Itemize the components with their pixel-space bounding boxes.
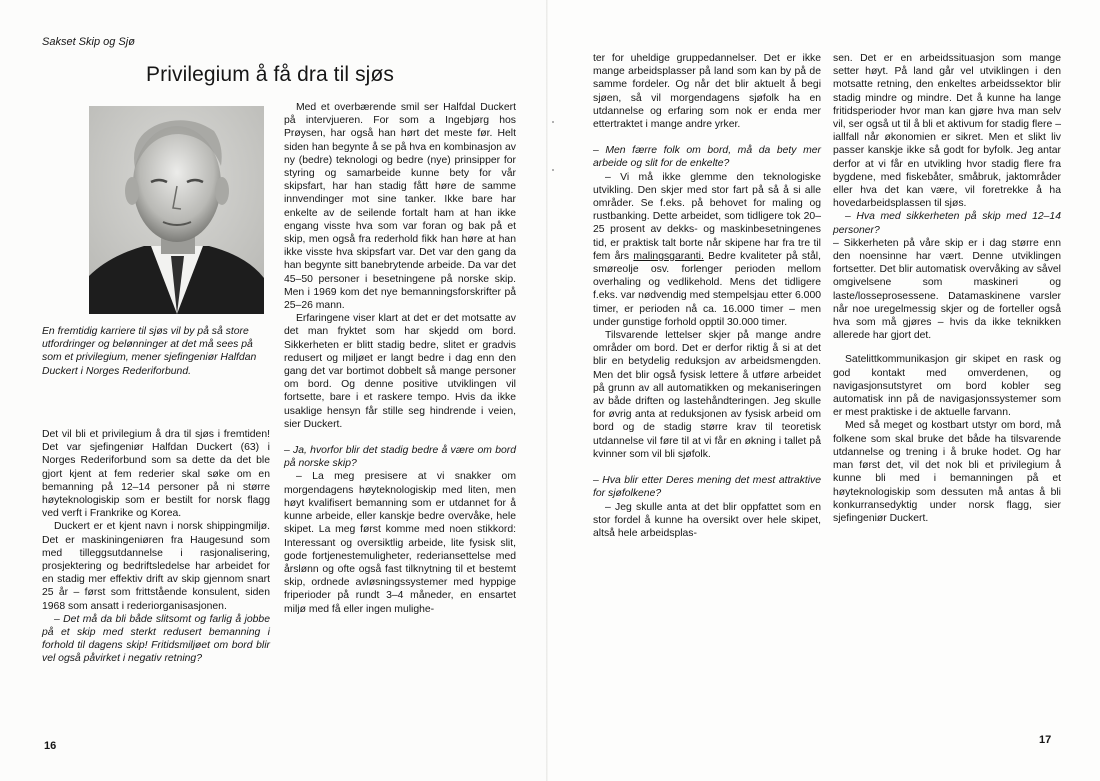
section-label: Sakset Skip og Sjø — [42, 36, 135, 48]
paragraph: Med et overbærende smil ser Halfdal Duckert på intervjueren. For som a Ingebjørg hos Prøysen, har også han hørt det meste før. Helt siden han begynte å se på hva en kombinasjon av ny (bedre) teknologi og bedre (nye) prinsipper for styring og samarbeide kunne bety for vår skipsfart, har han stadig fått høre de samme innvendinger mot sine tanker. Ikke bare har enkelte av de seilende fortalt ham at han ikke engang visste hva som var foran og bak på et skip, men også fra rederhold fikk han høre at han ikke visste hva skipsfart var. Det var den gang da han begynte sitt banebrytende arbeide. Da var det 45–50 personer i besetningene på norske skip. Men i 1969 kom det nye bemanningsforskrifter på 25–26 mann. — [284, 102, 516, 312]
paragraph: ter for uheldige gruppedannelser. Det er ikke mange arbeidsplasser på land som kan by på de samme fordeler. Og når det blir aktuelt å begi sjøen, så vil morgendagens sjøfolk ha en utdannelse og erfaring som nok er enda mer ettertraktet i mange andre yrker. — [593, 53, 821, 131]
paragraph: – La meg presisere at vi snakker om morgendagens høyteknologiskip med liten, men høyt kvalifisert bemanning som er utdannet for å kunne arbeide, eller kanskje bedre overvåke, hele skipet. La meg først komme med noen stikkord: Interessant og oversiktlig arbeide, lite fysisk slit, gode fortjenestemuligheter, rederiansettelse med årslønn og ofte også fast tilknytning til et bestemt skip, ordnede avløsningssystemer med hyppige friperioder på rundt 3–4 måneder, en ensartet miljø med få eller ingen mulighe- — [284, 471, 516, 615]
right-page — [548, 0, 1100, 781]
paragraph: Tilsvarende lettelser skjer på mange andre områder om bord. Det er derfor riktig å si at det blir en betydelig reduksjon av arbeidsmengden. Men det blir også fysisk lettere å utføre arbeidet på grunn av all automatikken og mekaniseringen av både driften og lastehåndteringen. Jeg skulle for øvrig anta at reduksjonen av fysisk arbeid om bord og de stadig større krav til teoretisk utdannelse vil føre til at vi får en økning i tallet på kvinner som vil bli sjøfolk. — [593, 330, 821, 460]
interview-question: – Hva blir etter Deres mening det mest attraktive for sjøfolkene? — [593, 475, 821, 500]
page-number-right: 17 — [1039, 734, 1052, 746]
print-speck — [552, 121, 554, 123]
photo-caption — [42, 325, 264, 378]
article-column-2 — [284, 101, 516, 616]
paragraph-part: Bedre kvaliteter på stål, smøreolje osv. forlenger perioden mellom overhaling og vedlikehold. Mens det tidligere f.eks. var nødvendig med stempelsjau etter 6.000 timer, er perioden nå ca. 16.000 timer – men under gunstige forhold opptil 30.000 timer. — [593, 250, 821, 328]
paragraph: Duckert er et kjent navn i norsk shippingmiljø. Det er maskiningeniøren fra Haugesund som med tilleggsutdannelse i rasjonalisering, prosjektering og bedriftsledelse har arbeidet for en stadig mer effektiv drift av skip gjennom snart 25 år – først som frittstående konsulent, siden 1968 som ansatt i rederiorganisasjonen. — [42, 521, 270, 612]
article-column-3 — [593, 52, 821, 540]
underlined-term: malingsgaranti. — [633, 250, 704, 262]
article-column-1 — [42, 428, 270, 666]
print-speck — [552, 169, 554, 171]
caption-text: En fremtidig karriere til sjøs vil by på så store utfordringer og belønninger at det må sees på som et privilegium, mener sjefingeniør Halfdan Duckert i Norges Rederiforbund. — [42, 326, 257, 377]
article-title: Privilegium å få dra til sjøs — [146, 63, 394, 86]
paragraph: Det vil bli et privilegium å dra til sjøs i fremtiden! Det var sjefingeniør Halfdan Duckert (63) i Norges Rederiforbund som sa dette da det ble gjort kjent at fem rederier skal søke om en bemanning på 12–14 personer på ni større høyteknologiskip som er bestilt for norsk flagg ved verft i Frankrike og Korea. — [42, 429, 270, 520]
interview-question: – Ja, hvorfor blir det stadig bedre å være om bord på norske skip? — [284, 445, 516, 470]
paragraph: Med så meget og kostbart utstyr om bord, må folkene som skal bruke det både ha tilsvarende utdannelse og trening i å bruke hodet. Og har man først det, vil det nok bli et privilegium å kunne bli med i bemanningen på et høyteknologiskip som dessuten må antas å bli konkurransedyktig under norsk flagg, sier sjefingeniør Duckert. — [833, 420, 1061, 524]
paragraph: – Jeg skulle anta at det blir oppfattet som en stor fordel å kunne ha oversikt over hele skipet, altså hele arbeidsplas- — [593, 501, 821, 539]
interview-question: – Men færre folk om bord, må da bety mer arbeide og slit for de enkelte? — [593, 145, 821, 170]
paragraph: – Sikkerheten på våre skip er i dag større enn den noensinne har vært. Denne utviklingen fortsetter. Det blir automatisk overvåking av såvel omgivelsene som maskineri og laste/losseprosessene. Datamaskinene varsler når noe uregelmessig skjer og de forteller også hva som må gjøres – hvis da ikke teknikken allerede har gjort det. — [833, 237, 1061, 342]
portrait-photo — [89, 106, 264, 314]
paragraph: sen. Det er en arbeidssituasjon som mange setter høyt. På land går vel utviklingen i den motsatte retning, den enkeltes arbeidssektor blir stadig mindre og mindre. Det å kunne ha lange fritidsperioder hvor man kan gjøre hva man selv vil, ser også ut til å bli et aktivum for stadig flere – iallfall når økonomien er sikret. Men et slikt liv passer kanskje ikke så godt for byfolk. Jeg antar derfor at vi får en utvikling hvor stadig flere fra bygdene, med fiskebåter, småbruk, jaktområder eller hva det kan være, vil foretrekke å ha hovedarbeidsplassen til sjøs. — [833, 53, 1061, 210]
paragraph — [593, 171, 821, 329]
interview-question: – Hva med sikkerheten på skip med 12–14 personer? — [833, 211, 1061, 236]
left-page — [0, 0, 548, 781]
paragraph-part: – Vi må ikke glemme den teknologiske utvikling. Den skjer med stor fart på så å si alle områder. Se f.eks. på behovet for maling og rustbanking. Dette arbeidet, som tidligere tok 20–25 prosent av dekks- og maskinbesetningenes tid, er praktisk talt borte når skipene har fra tre til fem års — [593, 171, 821, 262]
page-number-left: 16 — [44, 740, 57, 752]
article-column-4 — [833, 52, 1061, 525]
interview-question: – Det må da bli både slitsomt og farlig å jobbe på et skip med sterkt redusert bemanning i forhold til dagens skip! Fritidsmiljøet om bord blir vel også påvirket i negativ retning? — [42, 613, 270, 665]
paragraph: Erfaringene viser klart at det er det motsatte av det man fryktet som har skjedd om bord. Sikkerheten er blitt stadig bedre, slitet er gradvis redusert og miljøet er langt bedre i dag enn den gang det var bortimot dobbelt så mange personer om bord. Og denne positive utviklingen vil fortsette, bare i et raskere tempo. Hvis da ikke usaklige hensyn får stille seg hindrende i veien, sier Duckert. — [284, 313, 516, 430]
paragraph: Satelittkommunikasjon gir skipet en rask og god kontakt med omverdenen, og navigasjonsutstyret om bord kobler seg automatisk inn på de navigasjonssystemer som er mest praktiske i de aktuelle farvann. — [833, 354, 1061, 419]
